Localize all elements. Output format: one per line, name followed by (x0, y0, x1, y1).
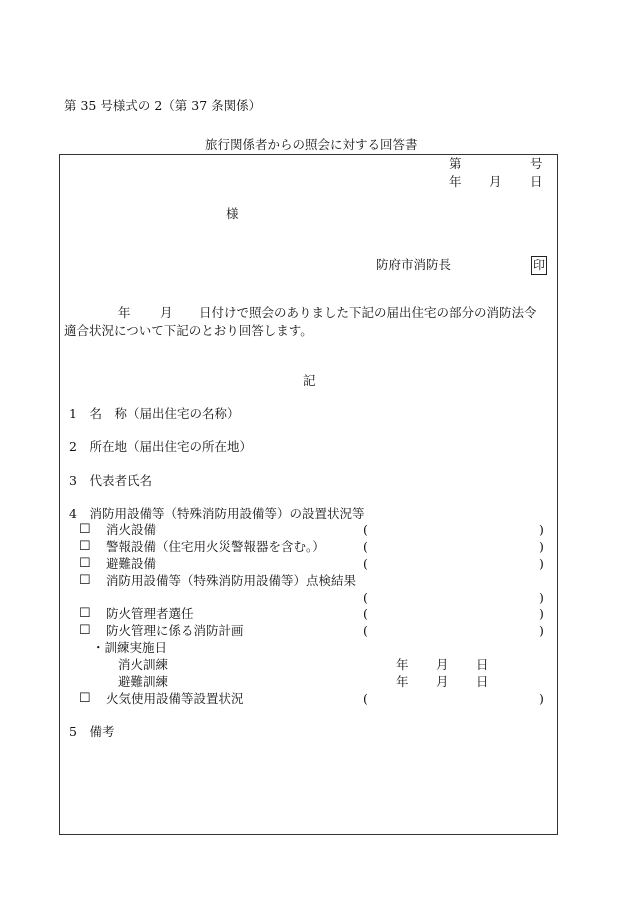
drill-evac-month: 月 (436, 674, 449, 689)
checkbox[interactable]: ☐ (79, 623, 91, 638)
drill-fire-month: 月 (436, 657, 449, 672)
body-month: 月 (160, 305, 173, 320)
form-frame (59, 154, 558, 835)
checkbox[interactable]: ☐ (79, 691, 91, 706)
form-number: 第 35 号様式の 2（第 37 条関係） (64, 98, 262, 113)
paren-open: ( (363, 606, 368, 621)
addressee-honorific: 様 (226, 206, 239, 221)
drill-evac-day: 日 (476, 674, 489, 689)
number-suffix: 号 (530, 156, 543, 171)
issuer-name: 防府市消防長 (376, 257, 452, 272)
drill-header: ・訓練実施日 (92, 640, 168, 655)
body-line1: 日付けで照会のありました下記の届出住宅の部分の消防法令 (199, 305, 537, 320)
number-prefix: 第 (449, 156, 462, 171)
drill-fire-label: 消火訓練 (118, 657, 169, 672)
paren-open: ( (363, 623, 368, 638)
checkbox[interactable]: ☐ (79, 573, 91, 588)
body-year: 年 (118, 305, 131, 320)
check-label-alarm-equipment: 警報設備（住宅用火災警報器を含む。） (106, 539, 325, 554)
paren-close: ) (539, 606, 544, 621)
paren-open: ( (363, 691, 368, 706)
check-label-fire-equipment: 消火設備 (106, 522, 157, 537)
drill-evac-label: 避難訓練 (118, 674, 169, 689)
item-1: 1 名 称（届出住宅の名称） (69, 406, 240, 421)
checkbox[interactable]: ☐ (79, 539, 91, 554)
paren-open: ( (363, 522, 368, 537)
seal-mark: 印 (531, 256, 547, 275)
check-label-evacuation-equipment: 避難設備 (106, 556, 157, 571)
check-label-inspection-results: 消防用設備等（特殊消防用設備等）点検結果 (106, 573, 357, 588)
date-day: 日 (530, 174, 543, 189)
paren-close: ) (539, 590, 544, 605)
item-2: 2 所在地（届出住宅の所在地） (69, 439, 252, 454)
item-3: 3 代表者氏名 (69, 473, 152, 488)
date-year: 年 (449, 174, 462, 189)
paren-open: ( (363, 590, 368, 605)
paren-close: ) (539, 539, 544, 554)
item-5: 5 備考 (69, 724, 115, 739)
drill-evac-year: 年 (396, 674, 409, 689)
checkbox[interactable]: ☐ (79, 556, 91, 571)
checkbox[interactable]: ☐ (79, 522, 91, 537)
paren-close: ) (539, 623, 544, 638)
document-title: 旅行関係者からの照会に対する回答書 (205, 137, 418, 152)
ki-heading: 記 (303, 373, 316, 388)
body-line2: 適合状況について下記のとおり回答します。 (64, 323, 313, 338)
paren-close: ) (539, 556, 544, 571)
check-label-fire-plan: 防火管理に係る消防計画 (106, 623, 244, 638)
checkbox[interactable]: ☐ (79, 606, 91, 621)
item-4: 4 消防用設備等（特殊消防用設備等）の設置状況等 (69, 506, 365, 521)
paren-open: ( (363, 556, 368, 571)
paren-open: ( (363, 539, 368, 554)
drill-fire-year: 年 (396, 657, 409, 672)
drill-fire-day: 日 (476, 657, 489, 672)
date-month: 月 (489, 174, 502, 189)
paren-close: ) (539, 522, 544, 537)
check-label-fire-manager: 防火管理者選任 (106, 606, 194, 621)
paren-close: ) (539, 691, 544, 706)
check-label-fire-appliance: 火気使用設備等設置状況 (106, 691, 244, 706)
